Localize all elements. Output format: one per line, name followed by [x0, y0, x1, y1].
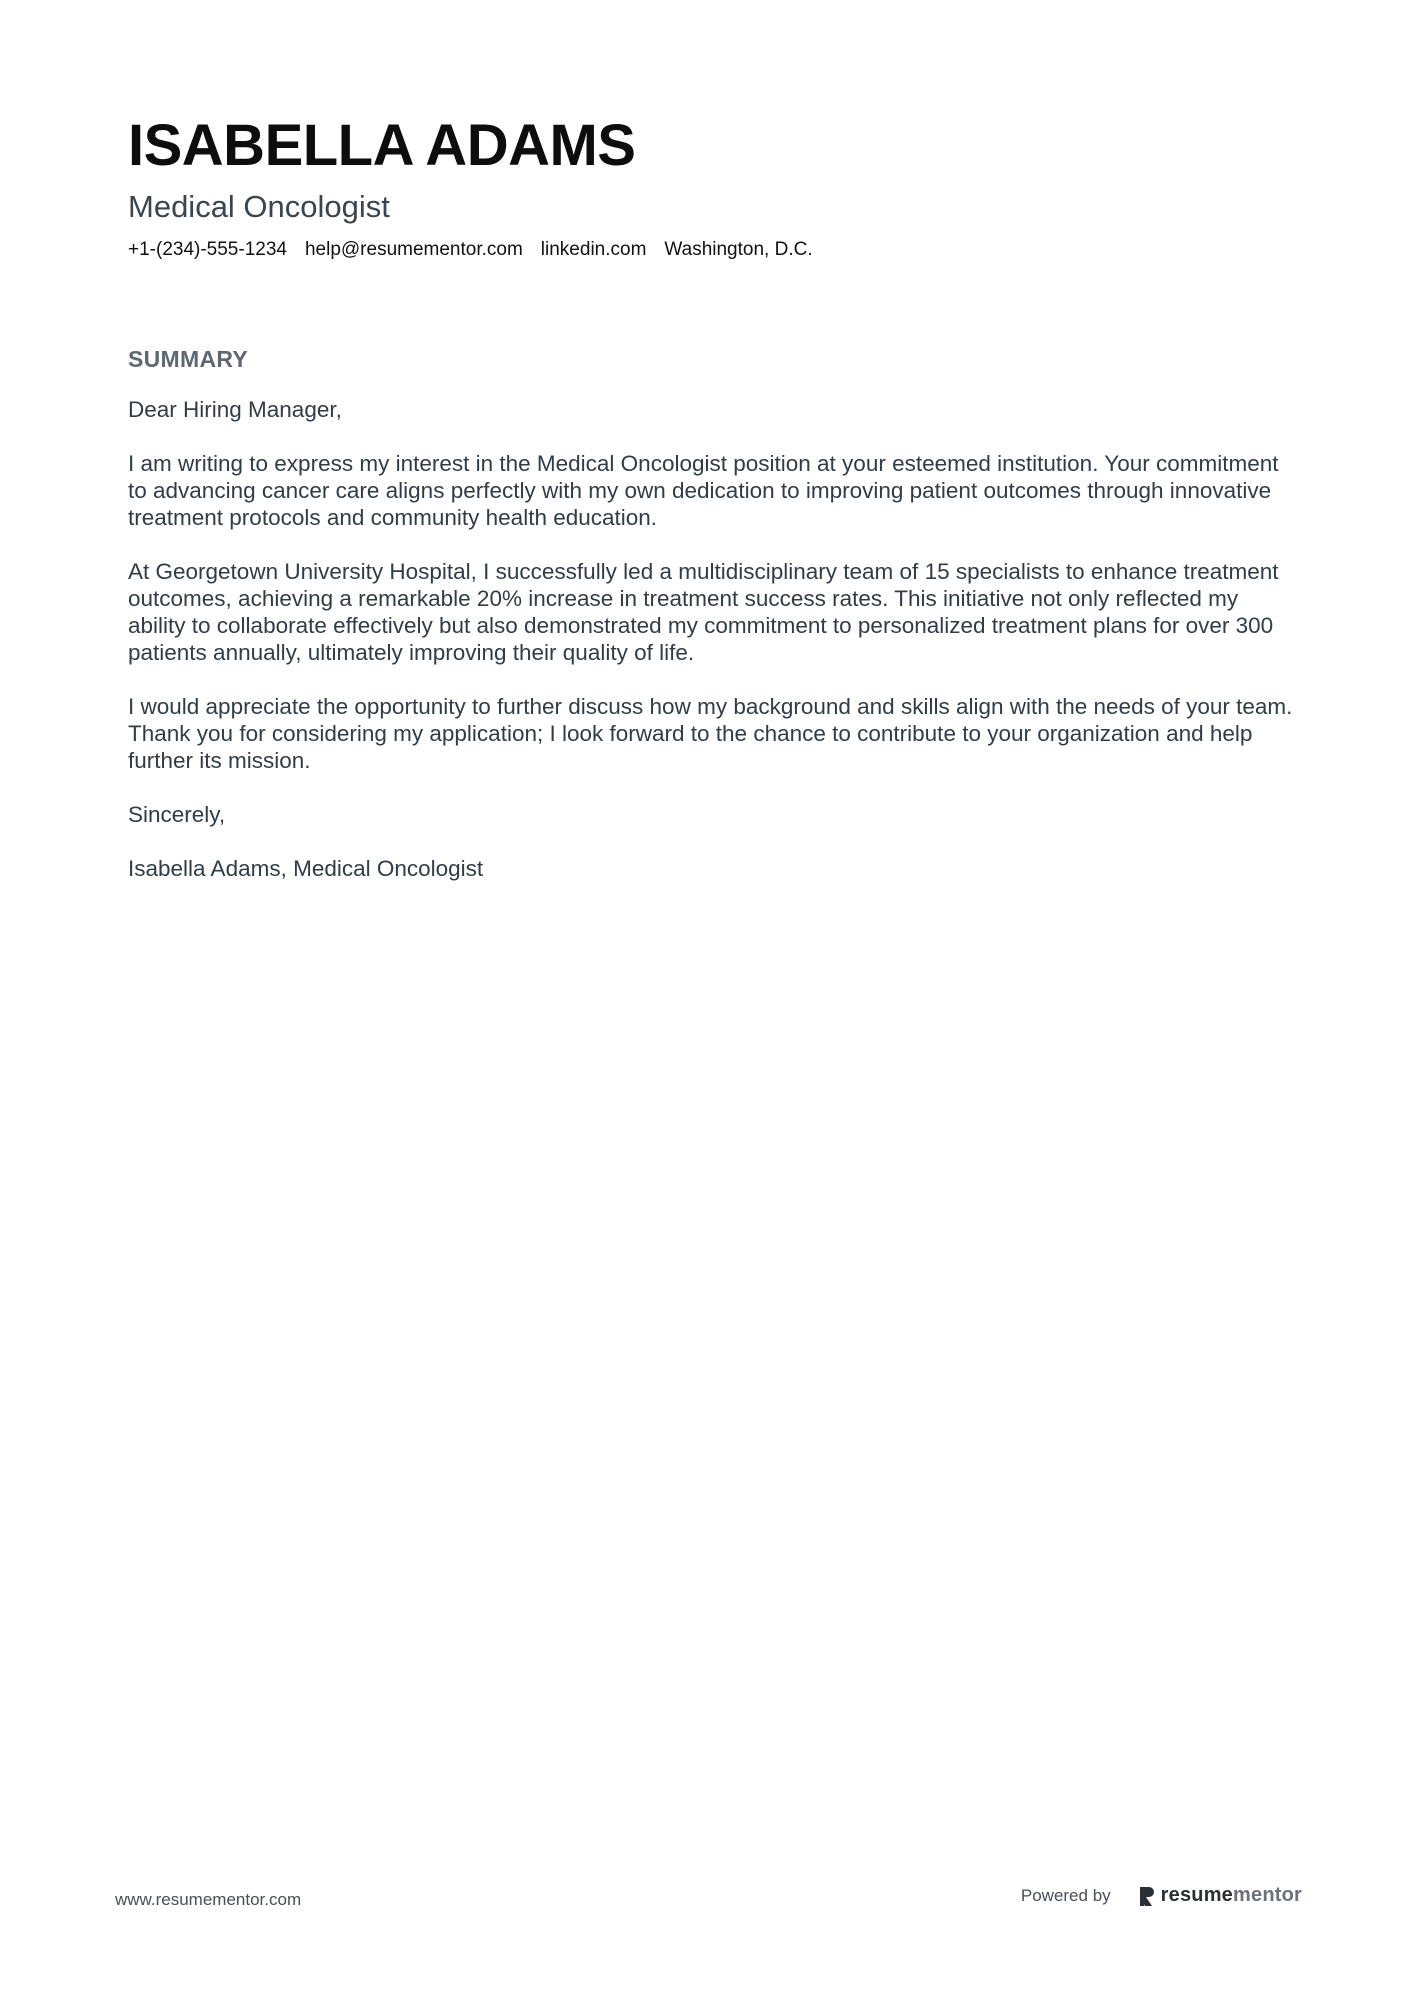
brand-wordmark-part2: mentor	[1233, 1884, 1302, 1906]
letter-salutation: Dear Hiring Manager,	[128, 397, 342, 422]
powered-by-label: Powered by	[1020, 1885, 1111, 1905]
letter-body	[128, 396, 1298, 882]
letter-closing: Sincerely,	[128, 802, 226, 827]
letter-signature: Isabella Adams, Medical Oncologist	[128, 856, 484, 881]
contact-email[interactable]: help@resumementor.com	[304, 239, 523, 260]
footer-website[interactable]: www.resumementor.com	[115, 1890, 302, 1909]
brand-wordmark	[1161, 1884, 1302, 1907]
letter-paragraph: At Georgetown University Hospital, I successfully led a multidisciplinary team of 15 specialists to enhance treatment outcomes, achieving a remarkable 20% increase in treatment success rates. This initiative not only reflected my ability to collaborate effectively but also demonstrated my commitment to personalized treatment plans for over 300 patients annually, ultimately improving their quality of life.	[128, 559, 1279, 665]
letter-paragraph: I would appreciate the opportunity to further discuss how my background and skills align with the needs of your team. Thank you for considering my application; I look forward to the chance to contribute to your organization and help further its mission.	[128, 694, 1293, 773]
contact-phone[interactable]: +1-(234)-555-1234	[128, 239, 287, 260]
summary-section	[128, 344, 1298, 909]
section-heading-summary: SUMMARY	[128, 346, 249, 372]
contact-linkedin[interactable]: linkedin.com	[540, 239, 647, 260]
brand-logo[interactable]	[1139, 1884, 1302, 1907]
letter-paragraph: I am writing to express my interest in the Medical Oncologist position at your esteemed institution. Your commitment to advancing cancer care aligns perfectly with my own dedication to improving patient outcomes through innovative treatment protocols and community health education.	[128, 451, 1279, 530]
contact-location: Washington, D.C.	[664, 239, 813, 260]
header	[128, 110, 1288, 262]
contact-row	[128, 238, 1288, 262]
footer-branding	[1021, 1884, 1302, 1907]
candidate-name: ISABELLA ADAMS	[128, 113, 636, 178]
resumementor-logo-icon	[1139, 1885, 1155, 1907]
brand-wordmark-part1: resume	[1160, 1884, 1234, 1906]
job-title: Medical Oncologist	[128, 189, 390, 224]
